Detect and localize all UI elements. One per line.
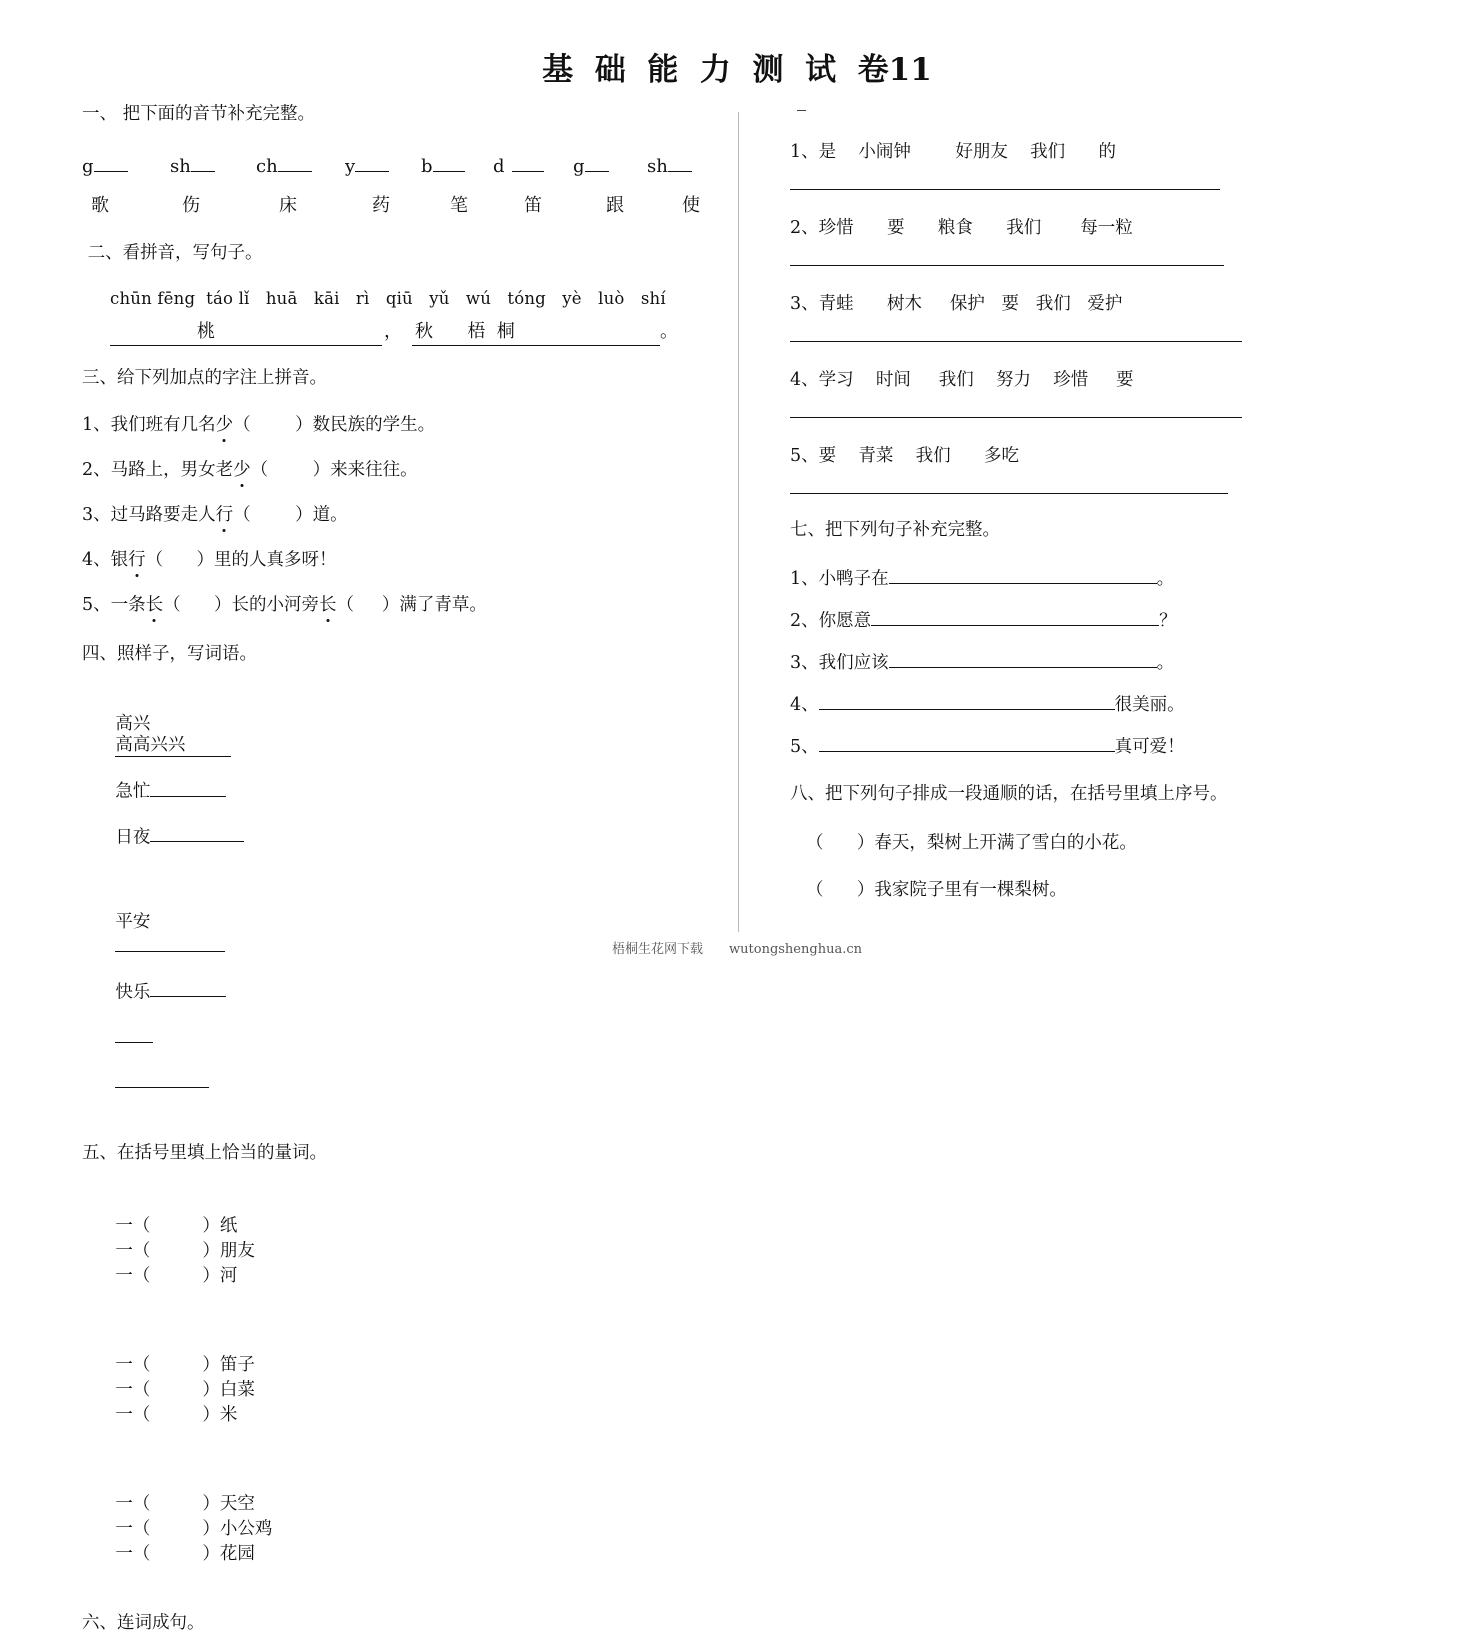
section1-char-1: 伤: [182, 195, 200, 216]
section4-item-riye-label: 日夜: [115, 827, 151, 847]
dotted-char: 行: [215, 505, 234, 525]
section3-heading: 三、给下列加点的字注上拼音。: [82, 368, 327, 388]
section7-blank-3[interactable]: [889, 650, 1157, 669]
section8-item-1: （ ）春天，梨树上开满了雪白的小花。: [806, 833, 1137, 853]
pinyin-initial-0: g: [82, 153, 170, 177]
measure-item-sky: 一（ ）天空: [115, 1494, 255, 1514]
section2-answer-part2: 秋 梧 桐: [415, 321, 515, 342]
section7-item-5: 5、 真可爱！: [790, 733, 1450, 758]
section7-blank-4[interactable]: [819, 692, 1115, 711]
section8-paren-1[interactable]: （ ）: [806, 833, 875, 853]
section2-period: 。: [660, 321, 678, 342]
section4-heading: 四、照样子，写词语。: [82, 644, 257, 664]
pinyin-initial-1: sh: [170, 153, 256, 177]
section6-answer-line-4[interactable]: [790, 417, 1242, 418]
section3-item-4: 4、银行（ ）里的人真多呀！: [82, 550, 337, 570]
section5-row-2: [82, 1331, 727, 1446]
section4-row-2: [82, 891, 727, 1115]
section7-item-2: 2、 你愿意 ？: [790, 607, 1450, 632]
section6-item-1: 1、是 小闹钟 好朋友 我们 的: [790, 142, 1117, 162]
section2-comma: ，: [384, 321, 402, 342]
pinyin-initial-3: y: [345, 153, 421, 177]
section3-item-3: 3、过马路要走人行（ ）道。: [82, 505, 348, 525]
section7-item-3: 3、 我们应该 。: [790, 649, 1450, 674]
section1-characters-row: [82, 191, 727, 217]
measure-item-rooster: 一（ ）小公鸡: [115, 1519, 273, 1539]
section2-answer-part1: 桃: [197, 321, 215, 342]
section5-row-1: [82, 1192, 727, 1307]
section7-blank-1[interactable]: [889, 566, 1157, 585]
right-column: [790, 104, 1450, 901]
pinyin-initial-5: d: [493, 153, 573, 177]
footer: [0, 938, 1474, 957]
section3-item-2: 2、马路上，男女老少（ ）来来往往。: [82, 460, 418, 480]
stray-dash-mark: [797, 110, 806, 111]
section6-item-2: 2、珍惜 要 粮食 我们 每一粒: [790, 218, 1133, 238]
section6-heading: 六、连词成句。: [82, 1613, 205, 1633]
section4-sample-word: 高兴: [115, 714, 151, 734]
section1-char-5: 笛: [524, 195, 542, 216]
pinyin-initial-6: g: [573, 153, 647, 177]
measure-item-flute: 一（ ）笛子: [115, 1355, 255, 1375]
section4-item-kuaile-label: 快乐: [115, 982, 151, 1002]
section1-initials-row: [82, 153, 727, 177]
column-divider: [738, 112, 739, 932]
footer-site-name: 梧桐生花网下载: [612, 942, 704, 957]
section6-item-4: 4、学习 时间 我们 努力 珍惜 要: [790, 370, 1134, 390]
section8-heading: 八、把下列句子排成一段通顺的话，在括号里填上序号。: [790, 784, 1228, 804]
section5-heading: 五、在括号里填上恰当的量词。: [82, 1143, 327, 1163]
section3-item-1: 1、我们班有几名少（ ）数民族的学生。: [82, 415, 436, 435]
section5-row-3: [82, 1470, 727, 1585]
section1-char-2: 床: [279, 195, 297, 216]
section3-item-5: 5、一条长（ ）长的小河旁长（ ）满了青草。: [82, 595, 487, 615]
section6-item-5: 5、要 青菜 我们 多吃: [790, 446, 1020, 466]
measure-item-rice: 一（ ）米: [115, 1405, 238, 1425]
section4-item-jimang-label: 急忙: [115, 781, 151, 802]
section2-heading: 二、看拼音，写句子。: [82, 243, 263, 263]
section2-pinyin: chūn fēng táo lǐ huā kāi rì qiū yǔ wú tóng yè luò shí: [110, 289, 666, 308]
dotted-char: 长: [145, 595, 164, 615]
section7-blank-5[interactable]: [819, 734, 1115, 753]
section1-char-3: 药: [372, 195, 390, 216]
section1-char-0: 歌: [91, 195, 109, 216]
section1-char-4: 笔: [450, 195, 468, 216]
section7-item-1: 1、 小鸭子在 。: [790, 565, 1450, 590]
footer-url: wutongshenghua.cn: [729, 942, 862, 957]
section6-answer-line-5[interactable]: [790, 493, 1228, 494]
section7-item-4: 4、 很美丽。: [790, 691, 1450, 716]
page-title: 基 础 能 力 测 试 卷11: [542, 52, 932, 88]
section7-heading: 七、把下列句子补充完整。: [790, 520, 1000, 540]
section8-paren-2[interactable]: （ ）: [806, 880, 875, 900]
section6-item-3: 3、青蛙 树木 保护 要 我们 爱护: [790, 294, 1123, 314]
section4-row-1: [82, 693, 727, 869]
dotted-char: 行: [128, 550, 146, 570]
section4-sample-answer: 高高兴兴: [115, 735, 231, 757]
section1-char-6: 跟: [606, 195, 624, 216]
dotted-char: 少: [233, 460, 251, 480]
section1-char-7: 使: [682, 195, 700, 216]
pinyin-initial-2: ch: [256, 153, 345, 177]
section8-item-2: （ ）我家院子里有一棵梨树。: [806, 880, 1067, 900]
section2-answer-row: [82, 314, 727, 348]
measure-item-river: 一（ ）河: [115, 1266, 238, 1286]
measure-item-friend: 一（ ）朋友: [115, 1241, 255, 1261]
section7-blank-2[interactable]: [871, 608, 1159, 627]
measure-item-paper: 一（ ）纸: [115, 1216, 238, 1236]
left-column: [82, 104, 727, 1634]
dotted-char: 长: [319, 595, 337, 615]
pinyin-initial-4: b: [421, 153, 493, 177]
measure-item-garden: 一（ ）花园: [115, 1544, 255, 1564]
section6-answer-line-2[interactable]: [790, 265, 1224, 266]
section1-heading: 一、 把下面的音节补充完整。: [82, 104, 316, 124]
pinyin-initial-7: sh: [647, 153, 692, 177]
section4-item-pingan-label: 平安: [115, 912, 151, 932]
dotted-char: 少: [215, 415, 234, 435]
section6-answer-line-3[interactable]: [790, 341, 1242, 342]
section6-answer-line-1[interactable]: [790, 189, 1220, 190]
measure-item-cabbage: 一（ ）白菜: [115, 1380, 255, 1400]
